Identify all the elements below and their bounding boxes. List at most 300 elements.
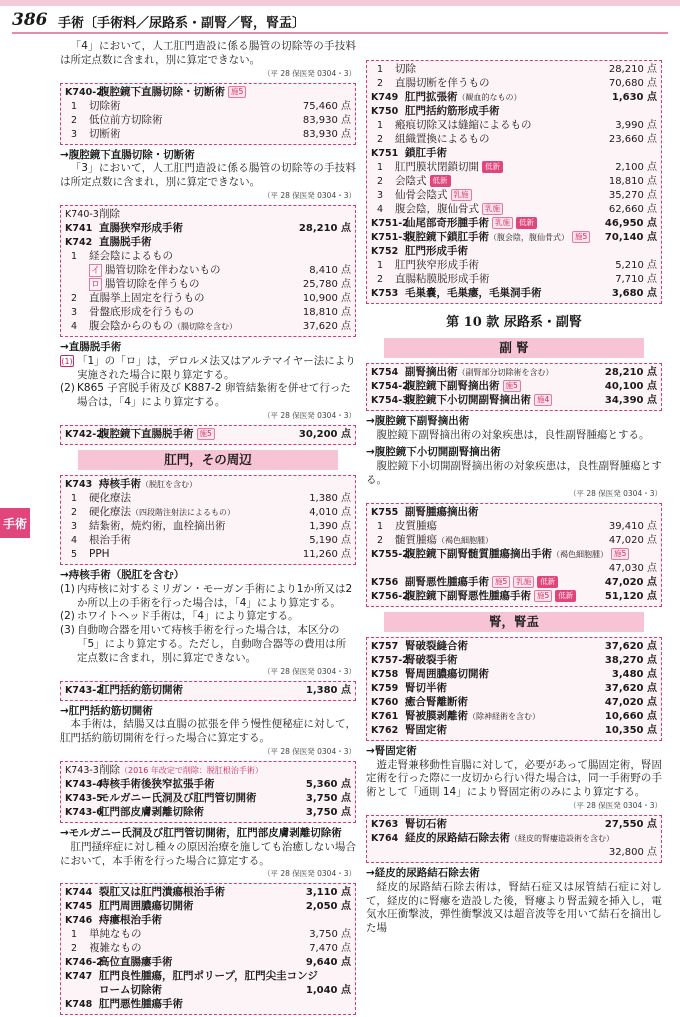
text-field: K865 子宮脱手術及び K887-2 卵管結紮術を併せて行った場合は，「4」により算定する。 (77, 382, 351, 409)
facility-badge: 施5 (228, 86, 246, 98)
facility-badge: 低新 (516, 217, 537, 229)
intro-text: 「4」において，人工肛門造設に係る腸管の切除等の手技料は所定点数に含まれ，別に算定できない。 (60, 40, 356, 66)
k740-3-box (60, 205, 356, 337)
fee-row (65, 984, 351, 998)
fee-row (371, 287, 657, 301)
text-field: 仙骨会陰式 (395, 189, 448, 201)
note-title: →肛門括約筋切開術 (60, 704, 153, 717)
fee-row (65, 534, 351, 548)
text-field: 10,350 点 (604, 724, 657, 736)
text-field: K742 (65, 236, 93, 248)
section-heading: 肛門，その周辺 (78, 450, 338, 470)
text-field: K747 (65, 971, 93, 983)
text-field: K743-4 (65, 778, 103, 790)
text-field: 2 (376, 274, 384, 285)
text-field: 削除 (99, 763, 120, 776)
facility-badge: 施5 (492, 576, 510, 588)
text-field: K763 (371, 818, 399, 830)
fee-row (65, 222, 351, 236)
fee-row (65, 114, 351, 128)
reference: （平 28 保医発 0304・3） (262, 410, 356, 420)
fee-row (371, 231, 657, 245)
fee-row (65, 520, 351, 534)
text-field: 4 (70, 320, 78, 332)
text-field: 28,210 点 (604, 366, 657, 378)
text-field: 4,010 点 (309, 506, 351, 518)
text-field: 痔核手術後狭窄拡張手術 (99, 777, 215, 790)
text-field: 1 (376, 64, 384, 75)
fee-row (371, 366, 657, 380)
text-field: 8,410 点 (309, 264, 351, 276)
fee-row (371, 394, 657, 408)
note-title: →痔核手術（脱肛を含む） (60, 568, 185, 581)
text-field: 高位直腸瘻手術 (99, 956, 173, 969)
text-field: 直腸切断を伴うもの (395, 77, 490, 89)
text-field: K749 (371, 92, 399, 103)
facility-badge: 施5 (534, 590, 552, 602)
note-title: →経皮的尿路結石除去術 (366, 866, 480, 879)
text-field: ホワイトヘッド手術は，「4」により算定する。 (77, 610, 299, 623)
facility-badge: 施4 (534, 394, 552, 406)
text-field: 83,930 点 (302, 128, 351, 140)
text-field: K751-3 (371, 232, 409, 243)
text-field: 83,930 点 (302, 114, 351, 126)
text-field: （四段階注射法によるもの） (131, 507, 235, 517)
text-field: 3,990 点 (615, 120, 657, 131)
left-column (60, 40, 356, 1017)
text-field: 39,410 点 (608, 520, 657, 532)
text-field: 2,050 点 (305, 901, 351, 913)
text-field: 10,660 点 (604, 710, 657, 722)
reference: （平 28 保医発 0304・3） (262, 746, 356, 756)
facility-badge: 乳施 (492, 217, 513, 229)
text-field: 3,750 点 (309, 929, 351, 941)
note-item (60, 610, 356, 624)
fee-row: 3 仙骨会陰式 乳施 35,270 点 (376, 189, 657, 201)
fee-row (371, 696, 657, 710)
text-field: 32,800 点 (608, 846, 657, 858)
reference: （平 28 保医発 0304・3） (262, 68, 356, 78)
section-heading: 腎，腎盂 (384, 612, 644, 632)
fee-row (65, 236, 351, 250)
fee-row (65, 998, 351, 1012)
text-field: K743-2 (65, 684, 103, 696)
text-field: 低位前方切除術 (89, 113, 163, 126)
text-field: 肛門狭窄形成手術 (395, 259, 479, 271)
text-field: （腹会陰，腹仙骨式） (489, 233, 569, 242)
fee-row (65, 778, 351, 792)
text-field: 3,110 点 (305, 887, 351, 899)
text-field: （脱肛を含む） (141, 479, 197, 489)
text-field: 7,470 点 (309, 943, 351, 955)
header-rule (12, 32, 668, 34)
fee-row (65, 428, 351, 442)
fee-row (65, 320, 351, 334)
text-field: （除神経術を含む） (468, 711, 540, 721)
text-field: (1) (61, 356, 73, 366)
text-field: 腹腔鏡下鎖肛手術 (405, 231, 489, 243)
fee-row: 2 会陰式 低新 18,810 点 (376, 175, 657, 187)
fee-row (371, 245, 657, 259)
text-field: 70,140 点 (604, 232, 657, 243)
facility-badge: 乳施 (513, 576, 534, 588)
text-field: 7,710 点 (615, 274, 657, 285)
text-field: K754 (371, 366, 399, 378)
fee-row (65, 806, 351, 820)
fee-row (371, 818, 657, 832)
fee-row (65, 900, 351, 914)
text-field: 痔核手術 (99, 477, 141, 490)
text-field: 38,270 点 (604, 654, 657, 666)
text-field: 5,360 点 (305, 778, 351, 790)
text-field: 腹腔鏡下副腎摘出術 (405, 379, 500, 392)
text-field: 癒合腎離断術 (405, 695, 468, 708)
reference: （平 28 保医発 0304・3） (568, 488, 662, 498)
text-field: K746 (65, 915, 93, 927)
text-field: 直腸挙上固定を行うもの (89, 291, 205, 304)
text-field: (3) (60, 624, 75, 637)
text-field: 髄質腫瘍 (395, 533, 437, 546)
k742-2-box (60, 425, 356, 445)
fee-row (65, 792, 351, 806)
text-field: 腹会陰からのもの (89, 319, 173, 332)
text-field: 2 (70, 114, 78, 126)
text-field: 自動吻合器を用いて痔核手術を行った場合は，本区分の「5」により算定する。ただし，自動吻合器等の費用は所定点数に含まれ，別に算定できない。 (77, 624, 347, 664)
text-field: K744 (65, 887, 93, 899)
fee-row (371, 119, 657, 133)
facility-badge: 乳施 (482, 203, 503, 215)
text-field: 18,810 点 (608, 176, 657, 187)
text-field: 5 (70, 548, 78, 560)
text-field: K745 (65, 901, 93, 913)
text-field: 2 (70, 943, 78, 955)
text-field: 1,630 点 (611, 92, 657, 103)
note-title: →直腸脱手術 (60, 340, 122, 353)
text-field: K754-3 (371, 394, 409, 406)
text-field: 9,640 点 (305, 957, 351, 969)
text-field: 47,020 点 (608, 534, 657, 546)
text-field: K762 (371, 724, 399, 736)
text-field: K757-2 (371, 654, 409, 666)
side-tab[interactable]: 手術 (0, 508, 30, 538)
text-field: 3,680 点 (611, 288, 657, 299)
fee-row (371, 506, 657, 520)
text-field: PPH (89, 547, 110, 560)
text-field: 直腸狭窄形成手術 (99, 221, 183, 234)
text-field: K750 (371, 106, 399, 117)
text-field: K760 (371, 696, 399, 708)
text-field: 腎破裂縫合術 (405, 639, 468, 652)
text-field: 3,750 点 (305, 806, 351, 818)
text-field: 複雑なもの (89, 942, 142, 955)
page-number: 386 (12, 10, 48, 30)
text-field: 4 (70, 534, 78, 546)
text-field: 痔瘻根治手術 (99, 914, 162, 927)
text-field: （経皮的腎瘻造設術を含む） (510, 833, 614, 843)
fee-row (371, 259, 657, 273)
fee-row (371, 217, 657, 231)
text-field: 会陰式 (395, 175, 427, 187)
text-field: K755 (371, 506, 399, 518)
text-field: 10,900 点 (302, 292, 351, 304)
text-field: 1 (70, 929, 78, 941)
text-field: K751-2 (371, 218, 409, 229)
text-field: 削除 (99, 207, 120, 220)
header-band (0, 0, 680, 6)
text-field: K758 (371, 668, 399, 680)
k763-box (366, 815, 662, 863)
text-field: 1 (376, 260, 384, 271)
text-field: 腎被膜剥離術 (405, 709, 468, 722)
fee-row (65, 100, 351, 114)
text-field: （観血的なもの） (457, 93, 522, 102)
note-body: 本手術は，結腸又は直腸の拡張を伴う慢性便秘症に対して，肛門括約筋切開術を行った場合に算定する。 (60, 718, 356, 745)
text-field: 23,660 点 (608, 134, 657, 145)
facility-badge: 低新 (482, 161, 503, 173)
reference: （平 28 保医発 0304・3） (262, 869, 356, 879)
text-field: 副腎摘出術 (405, 365, 458, 378)
facility-badge: 低新 (430, 175, 451, 187)
fee-row (65, 250, 351, 264)
text-field: K755-2 (371, 548, 409, 560)
fee-row (65, 928, 351, 942)
text-field: 3,750 点 (305, 792, 351, 804)
fee-row: 2 髄質腫瘍（褐色細胞腫） 47,020 点 (376, 533, 657, 546)
text-field: （褐色細胞腫） (552, 549, 608, 559)
fee-row (371, 562, 657, 576)
fee-row (65, 956, 351, 970)
fee-row (65, 548, 351, 562)
fee-row (65, 764, 351, 778)
text-field: 5,210 点 (615, 260, 657, 271)
text-field: 1 (376, 120, 384, 131)
fee-row (371, 105, 657, 119)
text-field: 1,040 点 (305, 985, 351, 997)
text-field: K764 (371, 832, 399, 844)
fee-row: 1 肛門膜状閉鎖切開 低新 2,100 点 (376, 161, 657, 173)
note-title: →腹腔鏡下直腸切除・切断術 (60, 148, 195, 161)
fee-row (371, 576, 657, 590)
text-field: 46,950 点 (604, 218, 657, 229)
reference: （平 28 保医発 0304・3） (262, 666, 356, 676)
text-field: 鎖肛手術 (405, 147, 447, 159)
text-field: 2 (70, 506, 78, 518)
text-field: ローム切除術 (99, 984, 162, 997)
text-field: 切除術 (89, 99, 121, 112)
text-field: 内痔核に対するミリガン・モーガン手術により1か所又は2か所以上の手術を行った場合は，「4」により算定する。 (77, 582, 353, 609)
text-field: 切除 (395, 63, 416, 75)
k744-box (60, 883, 356, 1015)
fee-row (65, 264, 351, 278)
text-field: 骨盤底形成を行うもの (89, 305, 194, 318)
text-field: 70,680 点 (608, 78, 657, 89)
k743-2-box (60, 681, 356, 701)
text-field: K743-5 (65, 792, 103, 804)
fee-row (65, 208, 351, 222)
text-field: 「1」の「ロ」は，デロルメ法又はアルテマイヤー法により実施された場合に限り算定する。 (77, 354, 356, 381)
text-field: K741 (65, 222, 93, 234)
text-field: 肛門周囲膿瘍切開術 (99, 900, 194, 913)
note-item (60, 583, 356, 611)
k740-2-box (60, 83, 356, 145)
text-field: K759 (371, 682, 399, 694)
text-field: K753 (371, 288, 399, 299)
text-field: 肛門部皮膚剥離切除術 (99, 805, 204, 818)
text-field: 1 (70, 100, 78, 112)
fee-row (65, 684, 351, 698)
text-field: 腹腔鏡下直腸切除・切断術 (99, 85, 225, 98)
fee-row (371, 273, 657, 287)
fee-row (65, 128, 351, 142)
note-item (60, 624, 356, 665)
text-field: 腹腔鏡下副腎髄質腫瘍摘出手術 (405, 547, 552, 560)
text-field: 副腎悪性腫瘍手術 (405, 575, 489, 588)
text-field: 根治手術 (89, 533, 131, 546)
text-field: ロ (90, 279, 100, 290)
text-field: 34,390 点 (604, 394, 657, 406)
fee-row (371, 832, 657, 846)
text-field: 5,190 点 (309, 534, 351, 546)
text-field: （褐色細胞腫） (437, 535, 493, 545)
fee-row (65, 886, 351, 900)
text-field: 腎固定術 (405, 723, 447, 736)
fee-row (371, 846, 657, 860)
text-field: K757 (371, 640, 399, 652)
text-field: 28,210 点 (298, 222, 351, 234)
text-field: 18,810 点 (302, 306, 351, 318)
reference: （平 28 保医発 0304・3） (568, 800, 662, 810)
text-field: K743-3 (65, 764, 99, 776)
text-field: 47,020 点 (604, 696, 657, 708)
text-field: 40,100 点 (604, 380, 657, 392)
facility-badge: 低新 (555, 590, 576, 602)
text-field: 組織置換によるもの (395, 133, 490, 145)
text-field: 1,380 点 (309, 492, 351, 504)
fee-row (371, 548, 657, 562)
note-title: →モルガニー氏洞及び肛門管切開術，肛門部皮膚剥離切除術 (60, 826, 342, 839)
text-field: 腎切石術 (405, 817, 447, 830)
text-field: 腸管切除を伴わないもの (105, 263, 221, 276)
note-body: 肛門掻痒症に対し種々の原因治療を施しても治癒しない場合において，本手術を行った場合に算定する。 (60, 840, 356, 867)
fee-row (65, 86, 351, 100)
text-field: K740-3 (65, 208, 99, 220)
text-field: 25,780 点 (302, 278, 351, 290)
note-title: →腎固定術 (366, 744, 417, 757)
text-field: K742-2 (65, 428, 103, 440)
text-field: 肛門良性腫瘍，肛門ポリープ，肛門尖圭コンジ (99, 970, 318, 983)
note-body: 「3」において，人工肛門造設に係る腸管の切除等の手技料は所定点数に含まれ，別に算定できない。 (60, 162, 356, 189)
page-header (0, 0, 680, 40)
text-field: 28,210 点 (608, 64, 657, 75)
text-field: 肛門悪性腫瘍手術 (99, 998, 183, 1011)
note-item (60, 355, 356, 383)
text-field: 瘢痕切除又は縫縮によるもの (395, 119, 532, 131)
text-field: K743 (65, 478, 93, 490)
fee-row (65, 292, 351, 306)
fee-row (65, 478, 351, 492)
text-field: 腹腔鏡下副腎悪性腫瘍手術 (405, 589, 531, 602)
fee-row (371, 380, 657, 394)
text-field: 11,260 点 (302, 548, 351, 560)
text-field: 肛門膜状閉鎖切開 (395, 161, 479, 173)
text-field: 仙尾部奇形腫手術 (405, 217, 489, 229)
text-field: 腎切半術 (405, 681, 447, 694)
fee-row (371, 91, 657, 105)
text-field: K752 (371, 246, 399, 257)
text-field: 肛門括約筋切開術 (99, 683, 183, 696)
text-field: K746-2 (65, 957, 103, 969)
text-field: 皮質腫瘍 (395, 519, 437, 532)
text-field: 47,030 点 (608, 562, 657, 574)
text-field: （2016 年改定で削除：脱肛根治手術） (120, 765, 263, 775)
text-field: 経皮的尿路結石除去術 (405, 831, 510, 844)
text-field: 腹会陰，腹仙骨式 (395, 203, 479, 215)
text-field: 30,200 点 (298, 428, 351, 440)
k757-box (366, 637, 662, 741)
text-field: （副腎部分切除術を含む） (457, 367, 554, 377)
text-field: 3 (70, 306, 78, 318)
text-field: 3 (70, 128, 78, 140)
text-field: 肛門括約筋形成手術 (405, 105, 500, 117)
fee-row (65, 492, 351, 506)
text-field: 腸管切除を伴うもの (105, 277, 200, 290)
text-field: 47,020 点 (604, 576, 657, 588)
text-field: 肛門拡張術 (405, 91, 458, 103)
text-field: (2) (60, 610, 75, 623)
text-field: 腹腔鏡下小切開副腎摘出術 (405, 393, 531, 406)
fee-row (371, 710, 657, 724)
facility-badge: 施5 (611, 548, 629, 560)
text-field: 75,460 点 (302, 100, 351, 112)
fee-row (371, 147, 657, 161)
note-body: 遊走腎兼移動性盲腸に対して，必要があって腸固定術，腎固定術を行った際に一皮切から行い得た場合は，同一手術野の手術として「通則 14」により腎固定術のみにより算定する。 (366, 758, 662, 799)
text-field: 37,620 点 (604, 682, 657, 694)
text-field: 37,620 点 (604, 640, 657, 652)
text-field: K756 (371, 576, 399, 588)
text-field: モルガニー氏洞及び肛門管切開術 (99, 791, 257, 804)
text-field: イ (90, 265, 100, 276)
text-field: K754-2 (371, 380, 409, 392)
text-field: 毛巣嚢，毛巣瘻，毛巣洞手術 (405, 287, 542, 299)
text-field: 切断術 (89, 127, 121, 140)
text-field: 単純なもの (89, 928, 142, 941)
facility-badge: 乳施 (451, 189, 472, 201)
text-field: 腎破裂手術 (405, 653, 458, 666)
fee-row (371, 63, 657, 77)
fee-row (371, 77, 657, 91)
text-field: K761 (371, 710, 399, 722)
k743-box (60, 475, 356, 565)
fee-row (371, 590, 657, 604)
chapter-heading: 第 10 款 尿路系・副腎 (446, 315, 582, 330)
fee-row: 4 腹会陰，腹仙骨式 乳施 62,660 点 (376, 203, 657, 215)
text-field: （腸切除を含む） (173, 321, 237, 331)
k743-3-box (60, 761, 356, 823)
text-field: 副腎腫瘍摘出術 (405, 505, 479, 518)
text-field: 37,620 点 (302, 320, 351, 332)
text-field: 裂肛又は肛門潰瘍根治手術 (99, 886, 225, 899)
text-field: 直腸脱手術 (99, 235, 152, 248)
text-field: K740-2 (65, 86, 103, 98)
fee-row (371, 654, 657, 668)
text-field: 3,480 点 (611, 668, 657, 680)
text-field: 27,550 点 (604, 818, 657, 830)
fee-row: 1 皮質腫瘍 39,410 点 (376, 519, 657, 532)
k755-box (366, 503, 662, 607)
fee-row (371, 668, 657, 682)
text-field: 硬化療法 (89, 505, 131, 518)
fee-row (371, 133, 657, 147)
